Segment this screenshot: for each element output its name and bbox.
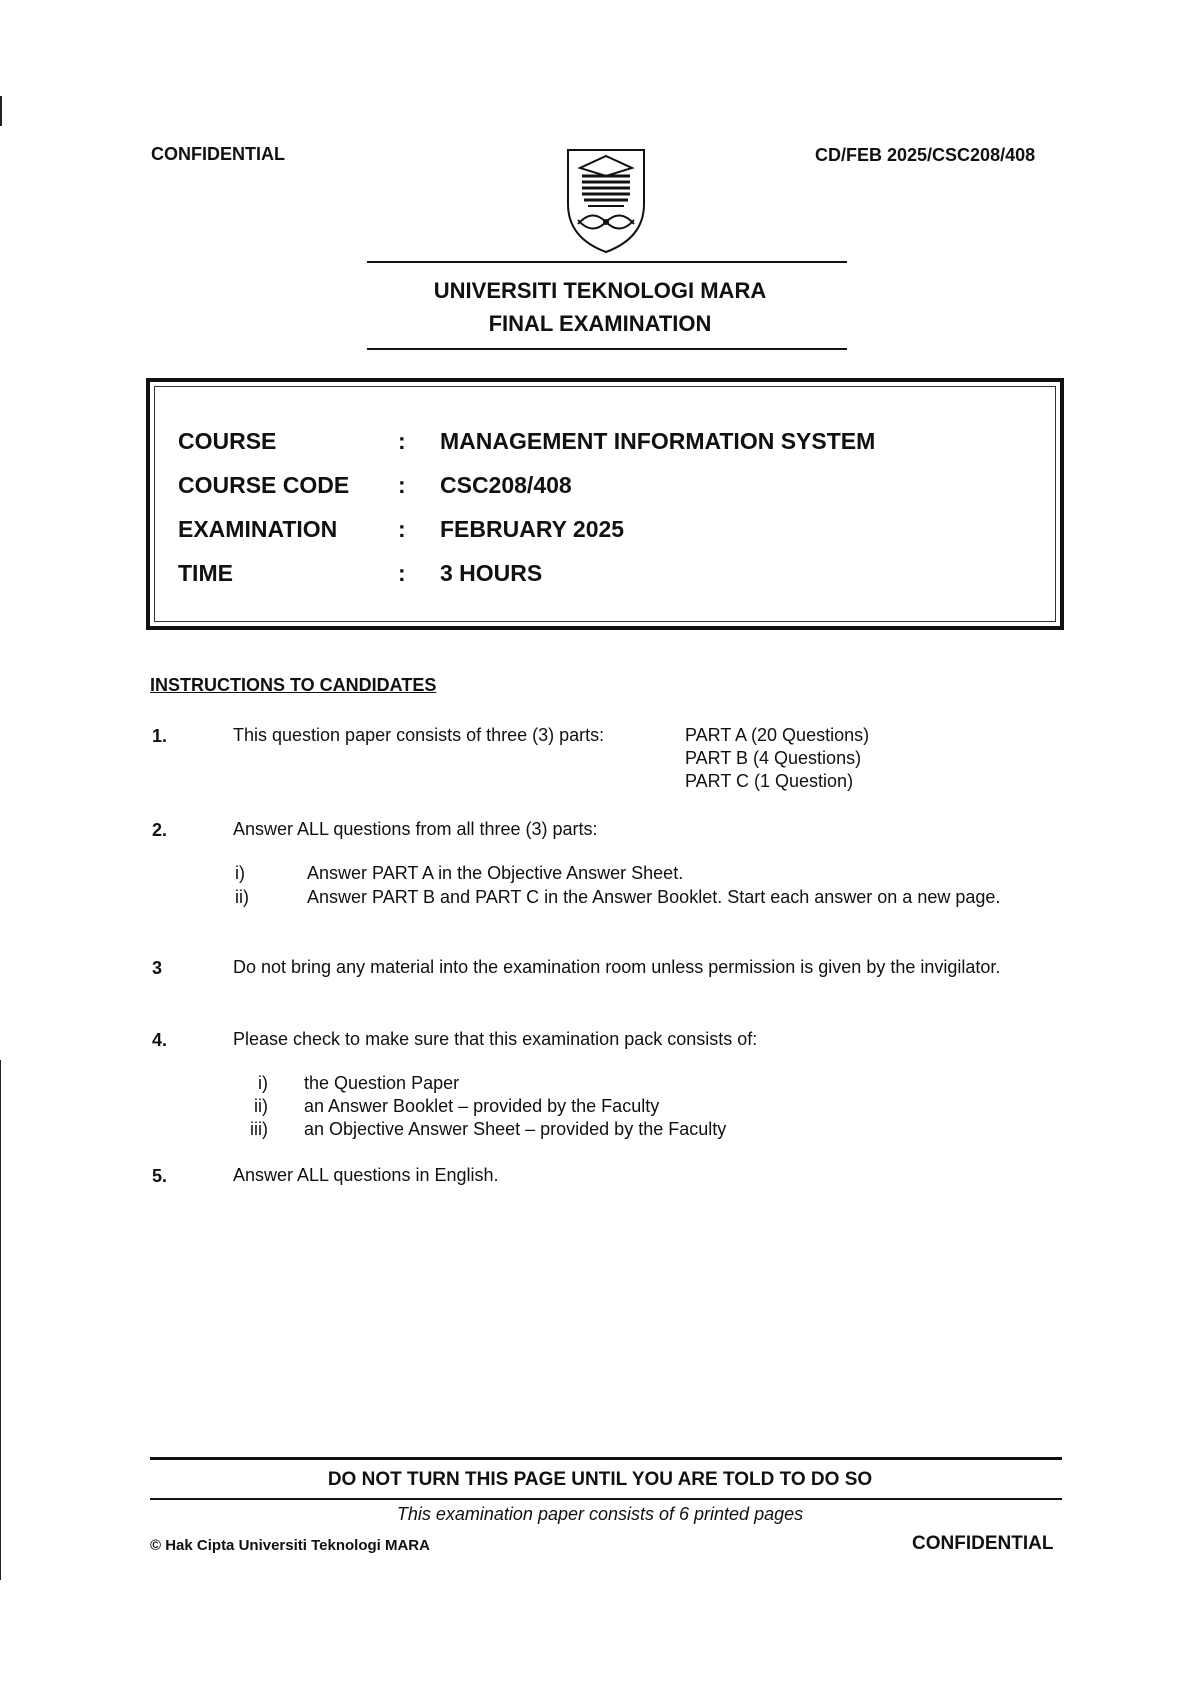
instruction-text: Answer ALL questions in English. <box>233 1165 499 1185</box>
info-key: COURSE CODE <box>178 472 350 498</box>
sub-item-marker: i) <box>235 863 245 883</box>
scan-edge-mark <box>0 96 2 126</box>
instruction-number: 2. <box>152 820 168 840</box>
course-info-box <box>146 378 1064 630</box>
info-value: MANAGEMENT INFORMATION SYSTEM <box>440 428 876 454</box>
instruction-number: 5. <box>152 1166 168 1186</box>
sub-item-text: an Answer Booklet – provided by the Faculty <box>304 1096 660 1116</box>
info-value: 3 HOURS <box>440 560 543 586</box>
title-rule-top <box>367 261 847 263</box>
footer-rule-bottom <box>150 1498 1062 1500</box>
confidential-label-top: CONFIDENTIAL <box>151 144 285 164</box>
part-list-item: PART A (20 Questions) <box>685 725 870 745</box>
page-count-note: This examination paper consists of 6 printed pages <box>396 1504 804 1524</box>
instruction-number: 4. <box>152 1030 168 1050</box>
sub-item-marker: ii) <box>254 1096 268 1116</box>
info-separator: : <box>398 428 406 454</box>
instruction-text: Please check to make sure that this examination pack consists of: <box>233 1029 758 1049</box>
instruction-text: This question paper consists of three (3) parts: <box>233 725 605 745</box>
title-rule-bottom <box>367 348 847 350</box>
instruction-text: Do not bring any material into the examination room unless permission is given by the invigilator. <box>233 957 1001 977</box>
instructions-title: INSTRUCTIONS TO CANDIDATES <box>150 675 437 695</box>
sub-item-text: an Objective Answer Sheet – provided by the Faculty <box>304 1119 727 1139</box>
info-value: FEBRUARY 2025 <box>440 516 625 542</box>
info-separator: : <box>398 516 406 542</box>
sub-item-text: Answer PART A in the Objective Answer Sheet. <box>307 863 684 883</box>
copyright-notice: © Hak Cipta Universiti Teknologi MARA <box>150 1537 430 1554</box>
info-key: EXAMINATION <box>178 516 338 542</box>
confidential-label-bottom: CONFIDENTIAL <box>912 1533 1054 1554</box>
sub-item-marker: iii) <box>250 1119 268 1139</box>
sub-item-text: the Question Paper <box>304 1073 460 1093</box>
do-not-turn-notice: DO NOT TURN THIS PAGE UNTIL YOU ARE TOLD TO DO SO <box>327 1469 873 1490</box>
instruction-text: Answer ALL questions from all three (3) parts: <box>233 819 598 839</box>
sub-item-text: Answer PART B and PART C in the Answer Booklet. Start each answer on a new page. <box>307 887 1001 907</box>
scan-edge-mark <box>0 1060 1 1580</box>
uitm-crest-icon <box>562 146 650 256</box>
info-key: COURSE <box>178 428 277 454</box>
instruction-number: 1. <box>152 726 168 746</box>
exam-type: FINAL EXAMINATION <box>488 311 712 336</box>
info-separator: : <box>398 560 406 586</box>
info-key: TIME <box>178 560 233 586</box>
university-name: UNIVERSITI TEKNOLOGI MARA <box>433 278 767 303</box>
sub-item-marker: ii) <box>235 887 249 907</box>
info-separator: : <box>398 472 406 498</box>
sub-item-marker: i) <box>258 1073 268 1093</box>
part-list-item: PART C (1 Question) <box>685 771 854 791</box>
part-list-item: PART B (4 Questions) <box>685 748 862 768</box>
instruction-number: 3 <box>152 958 163 978</box>
paper-code: CD/FEB 2025/CSC208/408 <box>815 145 1036 165</box>
info-value: CSC208/408 <box>440 472 572 498</box>
footer-rule-top <box>150 1457 1062 1460</box>
